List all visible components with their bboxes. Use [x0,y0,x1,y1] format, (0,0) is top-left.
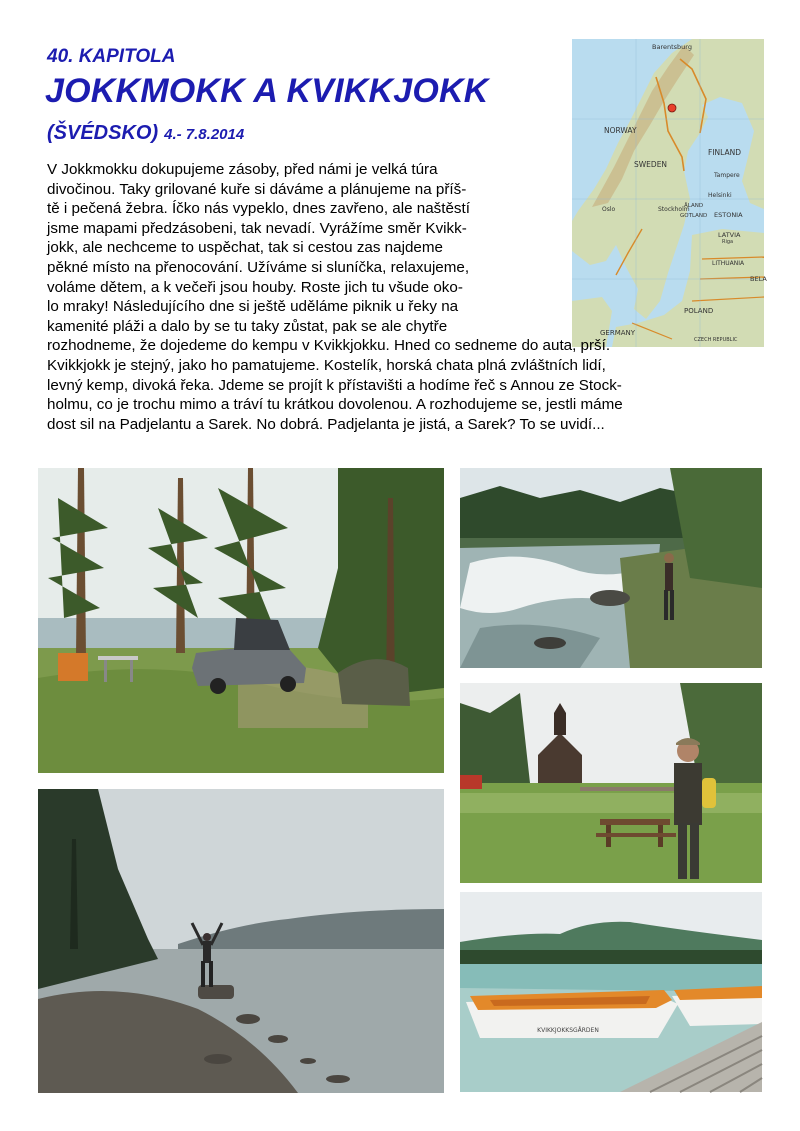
chapter-subtitle [47,122,244,145]
chapter-title: JOKKMOKK A KVIKKJOKK [45,72,489,110]
photo-rowing-boats [460,892,762,1092]
map-label-tampere: Tampere [714,172,740,179]
body-line: kamenité pláži a dalo by se tu taky zůstat, pak se ale chytře [47,317,448,335]
map-label-gotland: GOTLAND [680,213,708,219]
boat-name: KVIKKJOKKSGÅRDEN [537,1027,599,1034]
chapter-number: 40. KAPITOLA [47,46,176,67]
map-label-latvia: LATVIA [718,231,741,239]
map-label-oslo: Oslo [602,206,616,213]
map-label-poland: POLAND [684,307,714,315]
body-line: jokk, ale nechceme to uspěchat, tak si cestou zas najdeme [47,239,443,257]
photo-lake-shore [38,789,444,1093]
map-label-riga: Riga [722,239,734,245]
body-line: dost sil na Padjelantu a Sarek. No dobrá. Padjelanta je jistá, a Sarek? To se uvidí... [47,415,605,433]
map-label-estonia: ESTONIA [714,211,743,219]
date-range: 4.- 7.8.2014 [164,126,245,143]
chapter-body [47,160,763,434]
map-label-germany: GERMANY [600,329,636,337]
body-line: jsme mapami předzásobeni, tak nevadí. Vyrážíme směr Kvikk- [47,219,467,237]
map-label-barentsburg: Barentsburg [652,43,692,51]
photo-forest-campsite [38,468,444,773]
country-label: (ŠVÉDSKO) [47,122,159,144]
body-line: levný kemp, divoká řeka. Jdeme se projít k přístavišti a hodíme řeč s Annou ze Stock- [47,376,622,394]
body-line: rozhodneme, že dojedeme do kempu v Kvikkjokku. Hned co sedneme do auta, prší. [47,337,611,355]
body-line: V Jokkmokku dokupujeme zásoby, před námi je velká túra [47,161,438,178]
map-label-bela: BELA [750,275,767,283]
body-line: lo mraky! Následujícího dne si ještě uděláme piknik u řeky na [47,298,459,316]
body-line: Kvikkjokk je stejný, jako ho pamatujeme. Kostelík, horská chata plná zvláštních lidí, [47,356,606,374]
map-label-norway: NORWAY [604,126,637,135]
body-line: tě i pečená žebra. Íčko nás vypeklo, dnes zavřeno, ale naštěstí [47,200,470,218]
body-line: holmu, co je trochu mimo a tráví tu krátkou dovolenou. A rozhodujeme se, jestli máme [47,396,623,414]
location-marker [668,104,676,112]
map-label-helsinki: Helsinki [708,192,732,199]
map-label-sweden: SWEDEN [634,160,668,169]
photo-river-rapids [460,468,762,668]
body-line: voláme dětem, a k večeři jsou houby. Roste jich tu všude oko- [47,278,463,296]
body-line: pěkné místo na přenocování. Užíváme si sluníčka, relaxujeme, [47,258,470,276]
map-label-aland: ÅLAND [684,203,704,209]
map-label-finland: FINLAND [708,148,742,157]
map-label-czech: CZECH REPUBLIC [694,337,738,343]
photo-church-picnic [460,683,762,883]
body-line: divočinou. Taky grilované kuře si dáváme a plánujeme na příš- [47,180,467,198]
map-label-stockholm: Stockholm [658,206,690,213]
map-label-lithuania: LITHUANIA [712,260,745,267]
